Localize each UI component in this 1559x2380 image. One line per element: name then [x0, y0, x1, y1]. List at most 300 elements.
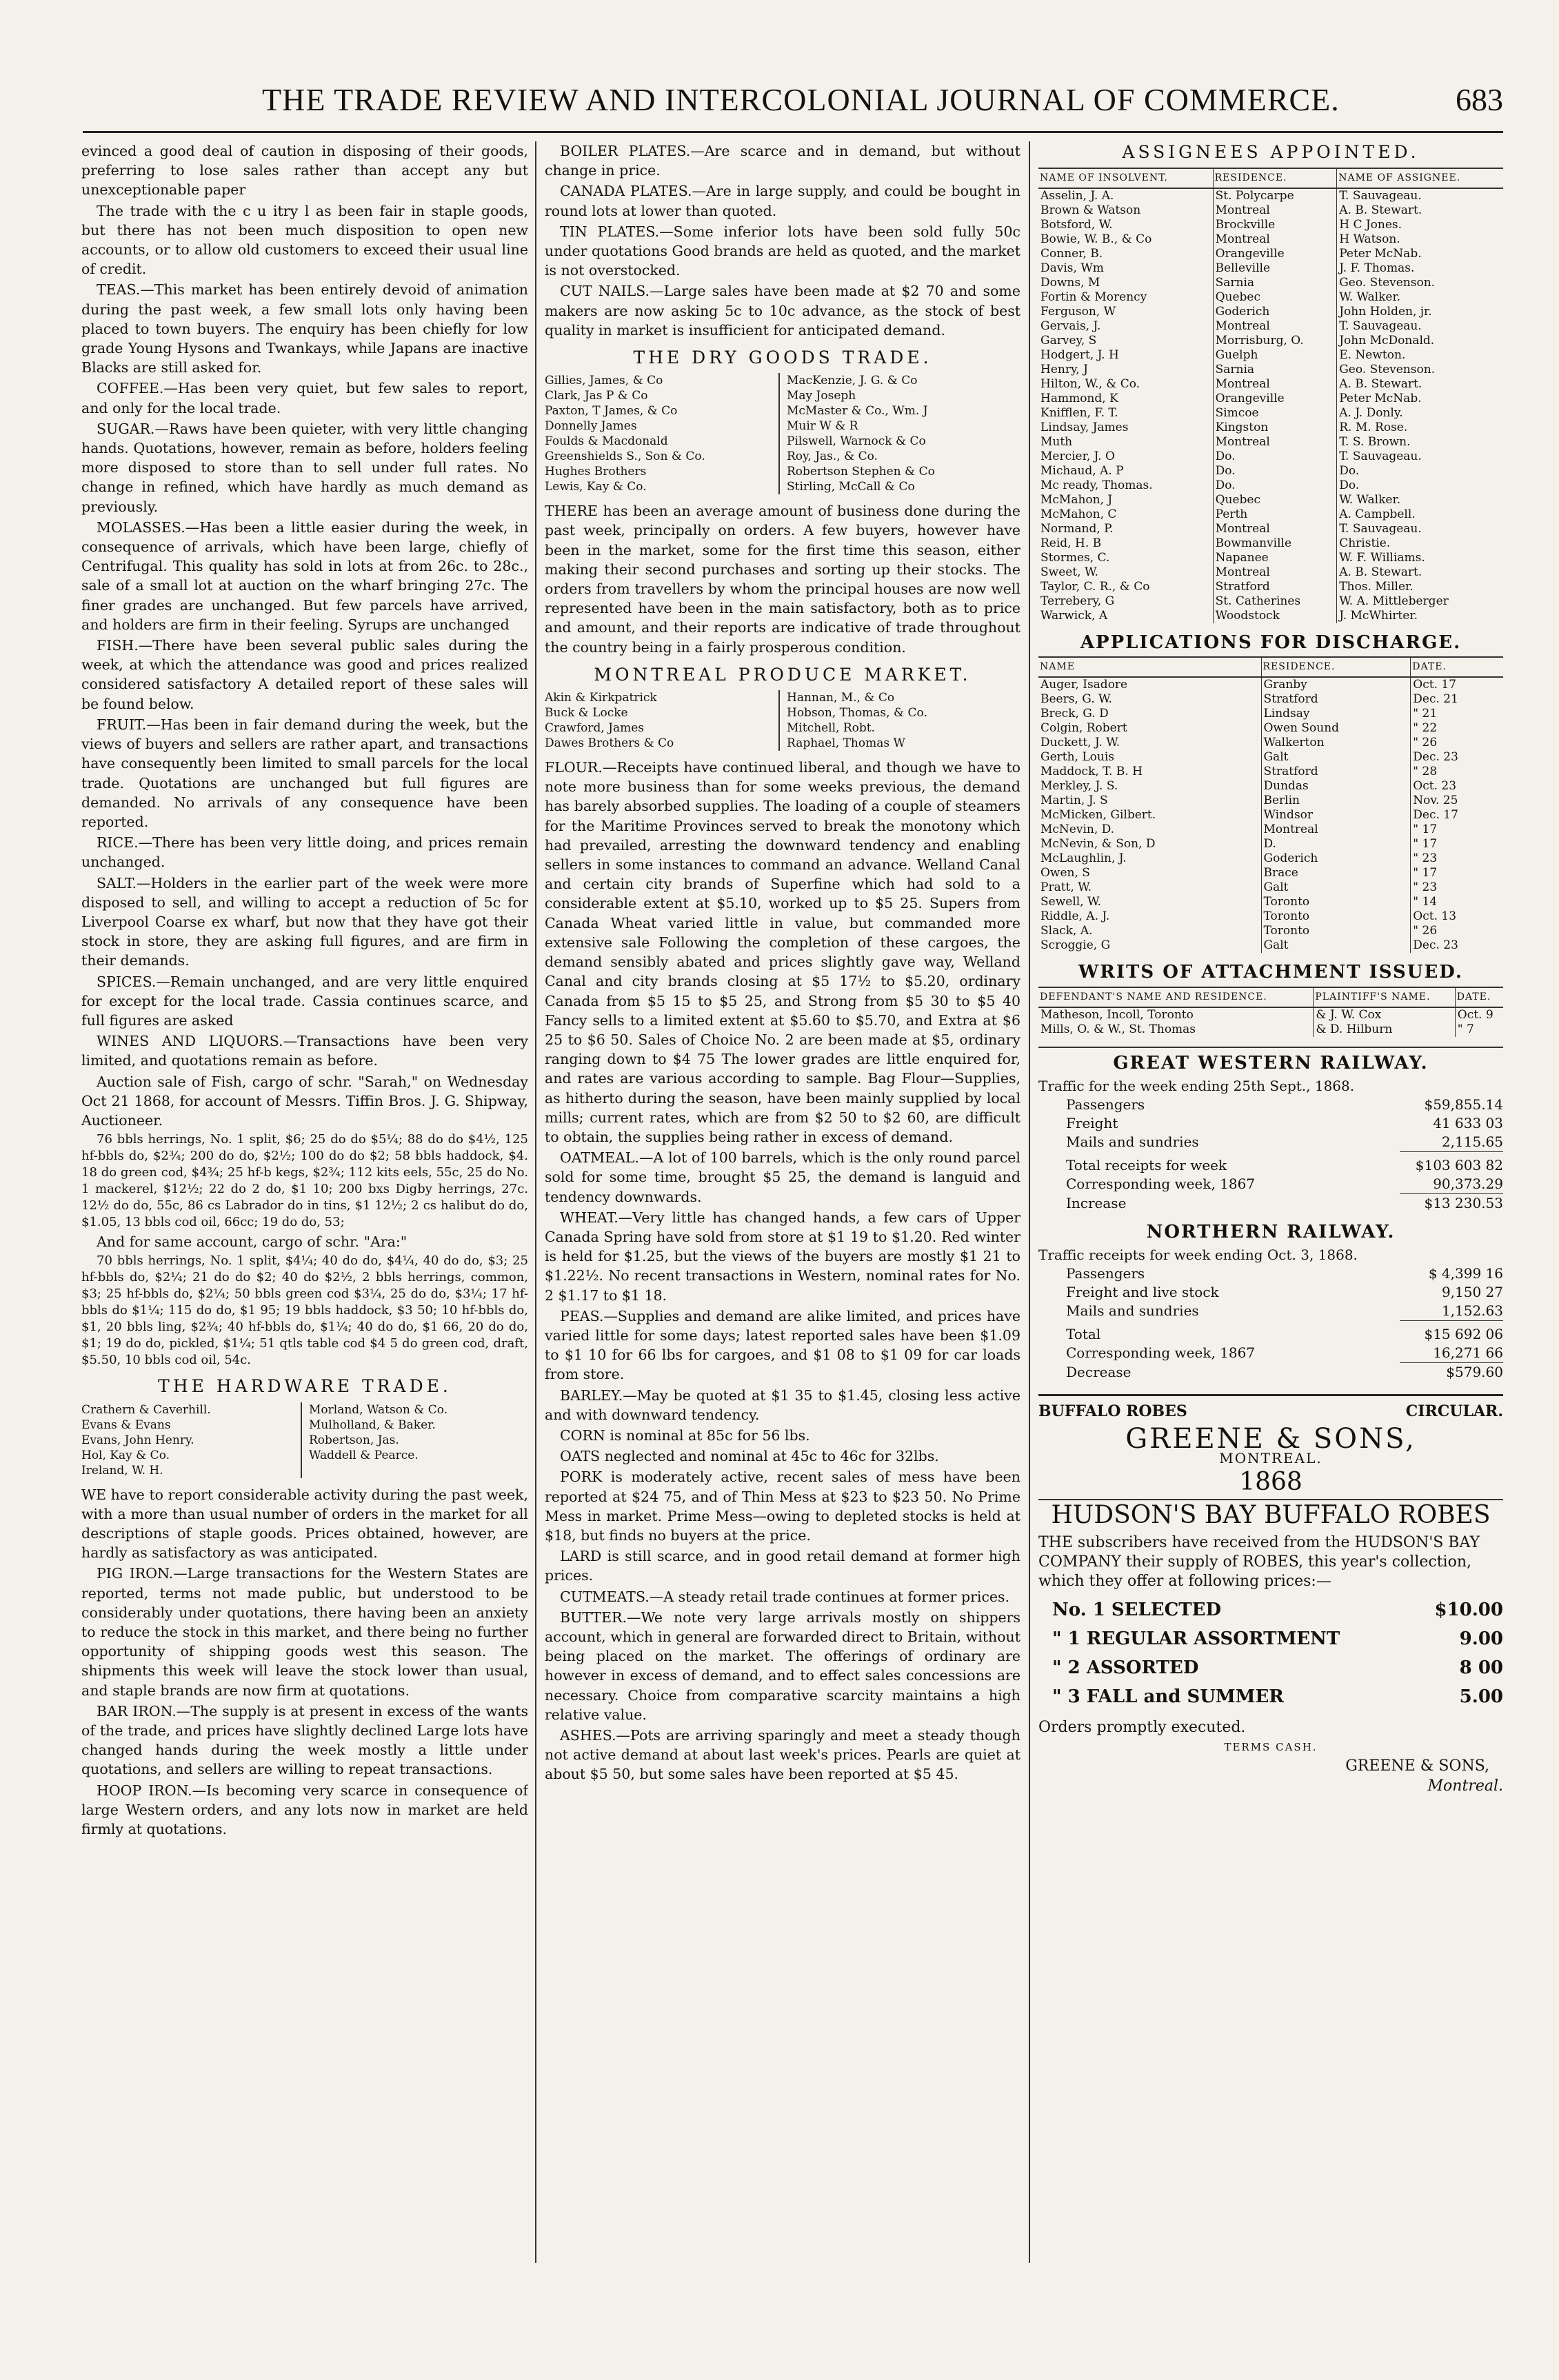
auction-1-detail: 76 bbls herrings, No. 1 split, $6; 25 do do $5¼; 88 do do $4½, 125 hf-bbls do, $2¾; 200 do do, $2½; 100 do do $2; 58 bbls haddock, $4. 18 do green cod, $4¾; 25 hf-b kegs, $2¾; 112 kits eels, 55c, 25 do No. 1 mackerel, $12½; 22 do 2 do, $1 10; 200 bxs Digby herrings, 27c. 12½ do do, 55c, 86 cs Labrador do in tins, $1 12½; 2 cs halibut do do, $1.05, 13 bbls cod oil, 66cc; 19 do do, 53; [81, 1132, 528, 1230]
northern-intro: Traffic receipts for week ending Oct. 3, 1868. [1038, 1247, 1358, 1264]
table-cell: Auger, Isadore [1040, 678, 1128, 692]
table-cell: Sewell, W. [1040, 895, 1101, 909]
traffic-value: $579.60 [1446, 1364, 1503, 1381]
table-cell: Henry, J [1040, 363, 1088, 377]
table-cell: Martin, J. S [1040, 794, 1108, 808]
table-cell: Dec. 23 [1411, 750, 1503, 765]
table-cell: Montreal [1213, 522, 1337, 536]
table-row [1038, 478, 1503, 493]
hardware-firms-left [81, 1402, 301, 1478]
firm: Raphael, Thomas W [787, 736, 905, 751]
table-row [1038, 421, 1503, 435]
traffic-value: $103 603 82 [1415, 1156, 1503, 1173]
table-row [1038, 823, 1503, 837]
table-cell: Toronto [1261, 909, 1411, 924]
table-row [1038, 707, 1503, 721]
table-cell: Montreal [1213, 565, 1337, 580]
advert-price-list [1038, 1595, 1503, 1711]
table-cell: Ferguson, W [1040, 305, 1116, 319]
firm: Ireland, W. H. [81, 1463, 163, 1478]
traffic-increase [1038, 1194, 1503, 1213]
traffic-label: Increase [1066, 1194, 1127, 1211]
table-cell: J. F. Thomas. [1337, 261, 1503, 276]
table-cell: Goderich [1213, 305, 1337, 319]
traffic-label: Corresponding week, 1867 [1066, 1344, 1256, 1362]
table-cell: " 22 [1411, 721, 1503, 736]
fruit-text: FRUIT.—Has been in fair demand during the week, but the views of buyers and sellers are rather apart, and transactions have consequently been limited to small parcels for the local trade. Quotations are unchanged but full figures are demanded. No arrivals of any consequence have been reported. [81, 716, 528, 830]
firm: Robertson, Jas. [309, 1433, 399, 1447]
firm: Evans & Evans [81, 1418, 171, 1432]
table-cell: Stratford [1261, 692, 1411, 707]
table-cell: T. Sauvageau. [1337, 319, 1503, 334]
advert-header [1038, 1394, 1503, 1421]
col-header: NAME OF ASSIGNEE. [1337, 168, 1503, 188]
advert-left-label: BUFFALO ROBES [1038, 1402, 1187, 1421]
traffic-label: Passengers [1066, 1265, 1145, 1282]
firm: Muir W & R [787, 419, 858, 434]
firm: Evans, John Henry. [81, 1433, 194, 1447]
table-cell: W. A. Mittleberger [1337, 594, 1503, 609]
table-cell: Scroggie, G [1040, 938, 1111, 953]
firm: Crathern & Caverhill. [81, 1402, 211, 1417]
table-cell: Downs, M [1040, 276, 1100, 290]
table-cell: Galt [1261, 880, 1411, 895]
table-cell: Guelph [1213, 348, 1337, 363]
discharge-table [1038, 656, 1503, 953]
table-cell: " 17 [1411, 837, 1503, 851]
table-row [1038, 261, 1503, 276]
table-row [1038, 522, 1503, 536]
table-cell: Mercier, J. O [1040, 450, 1115, 464]
assignees-table [1038, 168, 1503, 623]
table-row [1038, 924, 1503, 938]
table-cell: Sweet, W. [1040, 565, 1098, 580]
price-label: " 2 ASSORTED [1052, 1657, 1199, 1679]
sum-rule [1400, 1320, 1503, 1321]
firm: Morland, Watson & Co. [309, 1402, 448, 1417]
table-cell: Gervais, J. [1040, 319, 1101, 334]
col-header: NAME [1038, 657, 1261, 677]
table-cell: Woodstock [1213, 609, 1337, 623]
table-cell: Bowmanville [1213, 536, 1337, 551]
firm: Paxton, T James, & Co [545, 404, 678, 418]
table-cell: T. Sauvageau. [1337, 522, 1503, 536]
firm: Lewis, Kay & Co. [545, 480, 647, 494]
rice-text: RICE.—There has been very little doing, and prices remain unchanged. [81, 834, 528, 871]
firm: Mitchell, Robt. [787, 721, 876, 736]
spices-text: SPICES.—Remain unchanged, and are very little enquired for except for the local trade. Cassia continues scarce, and full figures are asked [81, 973, 528, 1029]
table-cell: Mills, O. & W., St. Thomas [1040, 1022, 1196, 1036]
table-cell: McNevin, & Son, D [1040, 837, 1156, 851]
bar-iron-text: BAR IRON.—The supply is at present in excess of the wants of the trade, and prices have slightly declined Large lots have changed hands during the week mostly a little under quotations, and sellers are willing to repeat transactions. [81, 1702, 528, 1778]
price-label: " 1 REGULAR ASSORTMENT [1052, 1628, 1340, 1650]
table-row [1038, 721, 1503, 736]
cutmeats-text: CUTMEATS.—A steady retail trade continues at former prices. [560, 1588, 1010, 1605]
table-row [1038, 276, 1503, 290]
table-cell: Stratford [1213, 580, 1337, 594]
auction-2-detail: 70 bbls herrings, No. 1 split, $4¼; 40 do do, $4¼, 40 do do, $3; 25 hf-bbls do, $2¼; 21 do do $2; 40 do $2½, 2 bbls herrings, common, $3; 25 hf-bbls do, $2¼; 50 bbls green cod $3¼, 25 do do, $3¼; 17 hf-bbls do $1¼; 115 do do, $1 95; 19 bbls haddock, $3 50; 10 hf-bbls do, $1, 20 bbls ling, $2¾; 40 hf-bbls do, $1¼; 40 do do, $1 66, 20 do do, $1; 19 do do, pickled, $1¼; 51 qtls table cod $4 5 do green cod, draft, $5.50, 10 bbls cod oil, 54c. [81, 1253, 528, 1368]
fish-text: FISH.—There have been several public sales during the week, at which the attendance was good and prices realized considered satisfactory A detailed report of these sales will be found below. [81, 637, 528, 712]
table-cell: A. Campbell. [1337, 507, 1503, 522]
price-value: 8 00 [1459, 1657, 1503, 1679]
barley-text: BARLEY.—May be quoted at $1 35 to $1.45, closing less active and with downward tendency. [545, 1386, 1020, 1423]
table-cell: Lindsay [1261, 707, 1411, 721]
ashes-text: ASHES.—Pots are arriving sparingly and meet a steady though not active demand at about last week's prices. Pearls are quiet at about $5 50, but some sales have been reported at $5 45. [545, 1727, 1020, 1783]
firm: Buck & Locke [545, 706, 628, 720]
table-cell: Quebec [1213, 290, 1337, 305]
advert-city: MONTREAL. [1219, 1450, 1322, 1467]
table-cell: Hammond, K [1040, 392, 1118, 406]
table-cell: McMahon, C [1040, 507, 1117, 522]
table-cell: H Watson. [1337, 232, 1503, 247]
table-cell: Christie. [1337, 536, 1503, 551]
table-cell: W. F. Williams. [1337, 551, 1503, 565]
table-row [1038, 1022, 1503, 1037]
page-number: 683 [1456, 82, 1503, 117]
table-cell: Thos. Miller. [1337, 580, 1503, 594]
table-row [1038, 305, 1503, 319]
table-cell: " 26 [1411, 736, 1503, 750]
molasses-text: MOLASSES.—Has been a little easier during the week, in consequence of arrivals, which have been large, chiefly of Centrifugal. This quality has sold in lots at from 26c. to 28c., sale of a small lot at auction on the wharf bringing 27c. The finer grades are unchanged. But few parcels have arrived, and holders are firm in their feeling. Syrups are unchanged [81, 518, 528, 633]
traffic-label: Freight and live stock [1066, 1284, 1219, 1301]
table-row [1038, 435, 1503, 450]
col-header: NAME OF INSOLVENT. [1038, 168, 1213, 188]
traffic-value: 1,152.63 [1441, 1302, 1503, 1320]
traffic-value: 41 633 03 [1433, 1114, 1503, 1131]
table-cell: Merkley, J. S. [1040, 779, 1118, 794]
gwr-intro: Traffic for the week ending 25th Sept., 1868. [1038, 1077, 1355, 1094]
pork-text: PORK is moderately active, recent sales of mess have been reported at $24 75, and of Thin Mess at $23 to $23 50. No Prime Mess in market. Prime Mess—owing to depleted stocks is held at $18, but finds no buyers at the price. [545, 1469, 1020, 1544]
price-value: $10.00 [1434, 1600, 1503, 1621]
advert-year: 1868 [1239, 1467, 1302, 1496]
table-cell: Pratt, W. [1040, 880, 1092, 895]
writs-table [1038, 987, 1503, 1037]
table-cell: Colgin, Robert [1040, 721, 1127, 736]
corn-text: CORN is nominal at 85c for 56 lbs. [560, 1426, 810, 1444]
table-cell: Do. [1213, 464, 1337, 478]
wines-text: WINES AND LIQUORS.—Transactions have been very limited, and quotations remain as before. [81, 1033, 528, 1069]
traffic-total [1038, 1325, 1503, 1344]
firm: Donnelly James [545, 419, 637, 434]
table-row [1038, 765, 1503, 779]
firm: MacKenzie, J. G. & Co [787, 374, 918, 388]
table-cell: Lindsay, James [1040, 421, 1129, 435]
traffic-value: 9,150 27 [1441, 1284, 1503, 1301]
table-row [1038, 909, 1503, 924]
table-row [1038, 203, 1503, 218]
firm: Mulholland, & Baker. [309, 1418, 436, 1432]
firm: Robertson Stephen & Co [787, 465, 935, 479]
table-cell: Belleville [1213, 261, 1337, 276]
firm: Hol, Kay & Co. [81, 1448, 170, 1462]
hardware-heading: THE HARDWARE TRADE. [158, 1376, 452, 1397]
table-cell: Oct. 13 [1411, 909, 1503, 924]
column-divider [1029, 141, 1030, 2263]
table-row [1038, 406, 1503, 421]
northern-heading: NORTHERN RAILWAY. [1146, 1221, 1396, 1242]
firm: Hannan, M., & Co [787, 691, 895, 705]
table-cell: McNevin, D. [1040, 823, 1115, 837]
col-header: DATE. [1411, 657, 1503, 677]
table-cell: St. Polycarpe [1213, 188, 1337, 203]
table-cell: Conner, B. [1040, 247, 1103, 261]
table-cell: Riddle, A. J. [1040, 909, 1110, 924]
header-rule [83, 131, 1503, 133]
price-label: " 3 FALL and SUMMER [1052, 1686, 1284, 1708]
table-cell: W. Walker. [1337, 493, 1503, 507]
firm: Akin & Kirkpatrick [545, 691, 657, 705]
table-cell: Montreal [1213, 319, 1337, 334]
price-row [1038, 1595, 1503, 1624]
table-cell: T. S. Brown. [1337, 435, 1503, 450]
table-cell: " 23 [1411, 851, 1503, 866]
table-cell: Normand, P. [1040, 522, 1114, 536]
firm: McMaster & Co., Wm. J [787, 404, 928, 418]
table-row [1038, 507, 1503, 522]
table-cell: Oct. 17 [1411, 677, 1503, 692]
table-cell: J. McWhirter. [1337, 609, 1503, 623]
advert-signature: GREENE & SONS, [1345, 1757, 1489, 1775]
dry-goods-firms-left [545, 373, 778, 494]
sum-rule [1400, 1151, 1503, 1152]
hoop-iron-text: HOOP IRON.—Is becoming very scarce in consequence of large Western orders, and any lots now in market are held firmly at quotations. [81, 1782, 528, 1838]
firm: Waddell & Pearce. [309, 1448, 419, 1462]
table-cell: Toronto [1261, 895, 1411, 909]
price-value: 9.00 [1459, 1628, 1503, 1650]
table-cell: Montreal [1213, 377, 1337, 392]
traffic-corresponding [1038, 1175, 1503, 1193]
table-row [1038, 750, 1503, 765]
table-cell: Hodgert, J. H [1040, 348, 1119, 363]
table-row [1038, 334, 1503, 348]
table-cell: Galt [1261, 938, 1411, 953]
table-cell: Orangeville [1213, 247, 1337, 261]
table-cell: Galt [1261, 750, 1411, 765]
traffic-label: Total receipts for week [1066, 1156, 1227, 1173]
firm: Stirling, McCall & Co [787, 480, 915, 494]
journal-title: THE TRADE REVIEW AND INTERCOLONIAL JOURNAL OF COMMERCE. [262, 82, 1340, 117]
table-cell: & D. Hilburn [1314, 1022, 1455, 1037]
traffic-label: Passengers [1066, 1096, 1145, 1113]
traffic-value: 16,271 66 [1433, 1344, 1503, 1362]
table-row [1038, 493, 1503, 507]
table-cell: Dec. 17 [1411, 808, 1503, 823]
table-cell: Maddock, T. B. H [1040, 765, 1143, 779]
firm: Pilswell, Warnock & Co [787, 434, 926, 449]
traffic-label: Total [1066, 1326, 1101, 1343]
table-cell: Simcoe [1213, 406, 1337, 421]
advert-signature-city: Montreal. [1427, 1777, 1503, 1795]
table-row [1038, 377, 1503, 392]
traffic-value: $15 692 06 [1424, 1326, 1503, 1343]
firm: Crawford, James [545, 721, 645, 736]
table-cell: A. B. Stewart. [1337, 203, 1503, 218]
intro-text: evinced a good deal of caution in disposing of their goods, preferring to lose sales rather than accept any but unexceptionable paper [81, 143, 528, 199]
dry-goods-text: THERE has been an average amount of business done during the past week, principally on orders. A few buyers, however have been in the market, some for the first time this season, either making their second purchases and sorting up their stocks. The orders from travellers by whom the principal houses are now well represented have been in the main satisfactory, both as to price and amount, and their reports are indicative of trade throughout the country being in a fairly prosperous condition. [545, 503, 1020, 656]
table-row [1038, 247, 1503, 261]
table-cell: Do. [1337, 478, 1503, 493]
traffic-label: Mails and sundries [1066, 1302, 1199, 1320]
sugar-text: SUGAR.—Raws have been quieter, with very little changing hands. Quotations, however, remain as before, holders feeling more disposed to store than to sell under full rates. No change in refined, which have hardly as much demand as previously. [81, 420, 528, 515]
produce-firms-right [778, 690, 1020, 751]
table-cell: Botsford, W. [1040, 218, 1113, 232]
table-row [1038, 880, 1503, 895]
firm: Roy, Jas., & Co. [787, 450, 878, 464]
table-cell: McMahon, J [1040, 493, 1113, 507]
oatmeal-text: OATMEAL.—A lot of 100 barrels, which is the only round parcel sold for some time, brought $5 25, the demand is languid and tendency downwards. [545, 1149, 1020, 1205]
table-cell: Napanee [1213, 551, 1337, 565]
table-row [1038, 1007, 1503, 1022]
traffic-row [1038, 1264, 1503, 1283]
table-row [1038, 736, 1503, 750]
traffic-total [1038, 1156, 1503, 1175]
table-cell: Berlin [1261, 794, 1411, 808]
auction-2-heading: And for same account, cargo of schr. "Ara:" [97, 1233, 408, 1251]
dry-goods-firms-right [778, 373, 1020, 494]
gwr-traffic [1038, 1077, 1503, 1213]
table-cell: Bowie, W. B., & Co [1040, 232, 1152, 247]
table-cell: " 28 [1411, 765, 1503, 779]
table-cell: Garvey, S [1040, 334, 1097, 348]
table-cell: Quebec [1213, 493, 1337, 507]
table-cell: " 17 [1411, 823, 1503, 837]
table-row [1038, 348, 1503, 363]
col-header: PLAINTIFF'S NAME. [1314, 987, 1455, 1007]
table-cell: " 26 [1411, 924, 1503, 938]
northern-traffic [1038, 1246, 1503, 1382]
table-cell: Brown & Watson [1040, 203, 1141, 218]
firm: Hobson, Thomas, & Co. [787, 706, 927, 720]
table-row [1038, 677, 1503, 692]
table-cell: Duckett, J. W. [1040, 736, 1120, 750]
table-cell: A. B. Stewart. [1337, 377, 1503, 392]
table-cell: Do. [1213, 450, 1337, 464]
col-header: DEFENDANT'S NAME AND RESIDENCE. [1038, 987, 1314, 1007]
table-row [1038, 232, 1503, 247]
table-cell: Do. [1337, 464, 1503, 478]
hardware-intro: WE have to report considerable activity during the past week, with a more than usual number of orders in the market for all descriptions of staple goods. Prices obtained, however, are hardly as satisfactory as was anticipated. [81, 1486, 528, 1562]
price-row [1038, 1624, 1503, 1653]
produce-firms [545, 690, 1020, 751]
table-cell: John Holden, jr. [1337, 305, 1503, 319]
table-cell: Geo. Stevenson. [1337, 276, 1503, 290]
table-cell: D. [1261, 837, 1411, 851]
table-cell: Walkerton [1261, 736, 1411, 750]
tin-plates-text: TIN PLATES.—Some inferior lots have been sold fully 50c under quotations Good brands are held as quoted, and the market is not overstocked. [545, 223, 1020, 279]
traffic-value: $ 4,399 16 [1428, 1265, 1503, 1282]
flour-text: FLOUR.—Receipts have continued liberal, and though we have to note more business than for some weeks previous, the demand has barely absorbed supplies. The loading of a couple of steamers for the Maritime Provinces served to break the monotony which had prevailed, arresting the downward tendency and enabling sellers in some instances to command an advance. Welland Canal and certain city brands of Superfine which had sold to a considerable extent at $5.10, worked up to $5 25. Supers from Canada Wheat varied little in value, but commanded more extensive sale Following the completion of these cargoes, the demand sensibly abated and prices slightly gave way, Welland Canal and city brands closing at $5 17½ to $5.20, ordinary Canada from $5 15 to $5 25, and Strong from $5 30 to $5 40 Fancy sells to a limited extent at $5.60 to $5.70, and Extra at $6 25 to $6 50. Sales of Choice No. 2 are been made at $5, ordinary ranging down to $4 75 The lower grades are little enquired for, and rates are various according to sample. Bag Flour—Supplies, as hitherto during the season, have been mainly supplied by local mills; current rates, which are from $2 50 to $2 60, are difficult to obtain, the supplies being rather in excess of demand. [545, 759, 1020, 1145]
cut-nails-text: CUT NAILS.—Large sales have been made at $2 70 and some makers are now asking 5c to 10c advance, as the stock of best quality in market is insufficient for anticipated demand. [545, 283, 1020, 339]
table-row [1038, 551, 1503, 565]
table-row [1038, 450, 1503, 464]
advert-orders: Orders promptly executed. [1038, 1719, 1246, 1737]
table-row [1038, 938, 1503, 953]
firm: Clark, Jas P & Co [545, 389, 648, 403]
table-cell: Fortin & Morency [1040, 290, 1147, 305]
table-row [1038, 188, 1503, 203]
col-header: DATE. [1455, 987, 1503, 1007]
table-cell: Oct. 9 [1455, 1007, 1503, 1022]
table-cell: R. M. Rose. [1337, 421, 1503, 435]
traffic-label: Mails and sundries [1066, 1133, 1199, 1150]
advert-right-label: CIRCULAR. [1405, 1402, 1503, 1421]
table-row [1038, 594, 1503, 609]
firm: Hughes Brothers [545, 465, 647, 479]
table-cell: Montreal [1213, 232, 1337, 247]
traffic-corresponding [1038, 1344, 1503, 1362]
table-cell: Do. [1213, 478, 1337, 493]
price-row [1038, 1653, 1503, 1682]
discharge-heading: APPLICATIONS FOR DISCHARGE. [1080, 632, 1462, 654]
traffic-row [1038, 1114, 1503, 1133]
table-cell: T. Sauvageau. [1337, 188, 1503, 203]
table-cell: E. Newton. [1337, 348, 1503, 363]
table-cell: Brace [1261, 866, 1411, 880]
table-cell: & J. W. Cox [1314, 1007, 1455, 1022]
table-cell: Taylor, C. R., & Co [1040, 580, 1150, 594]
auction-1-heading: Auction sale of Fish, cargo of schr. "Sarah," on Wednesday Oct 21 1868, for account of Messrs. Tiffin Bros. J. G. Shipway, Auctioneer. [81, 1073, 528, 1129]
traffic-row [1038, 1302, 1503, 1320]
traffic-decrease [1038, 1363, 1503, 1382]
table-cell: " 7 [1455, 1022, 1503, 1037]
produce-heading: MONTREAL PRODUCE MARKET. [594, 664, 972, 685]
table-row [1038, 565, 1503, 580]
table-cell: Asselin, J. A. [1040, 189, 1114, 203]
peas-text: PEAS.—Supplies and demand are alike limited, and prices have varied little for some days; latest reported sales have been $1.09 to $1 10 for 66 lbs for cargoes, and $1 08 to $1 09 for car loads from store. [545, 1307, 1020, 1383]
produce-firms-left [545, 690, 778, 751]
teas-text: TEAS.—This market has been entirely devoid of animation during the past week, a few small lots only having been placed to town buyers. The enquiry has been chiefly for low grade Young Hysons and Twankays, while Japans are inactive Blacks are still asked for. [81, 281, 528, 376]
hardware-firms-right [301, 1402, 528, 1478]
canada-plates-text: CANADA PLATES.—Are in large supply, and could be bought in round lots at lower than quoted. [545, 183, 1020, 219]
column-2 [545, 141, 1020, 2270]
firm: Foulds & Macdonald [545, 434, 668, 449]
firm: Greenshields S., Son & Co. [545, 450, 705, 464]
table-cell: Knifflen, F. T. [1040, 406, 1118, 421]
table-cell: Montreal [1213, 435, 1337, 450]
advert-firm: GREENE & SONS, [1125, 1423, 1416, 1455]
table-cell: " 23 [1411, 880, 1503, 895]
table-cell: John McDonald. [1337, 334, 1503, 348]
table-cell: Michaud, A. P [1040, 464, 1124, 478]
oats-text: OATS neglected and nominal at 45c to 46c for 32lbs. [560, 1448, 939, 1465]
table-cell: W. Walker. [1337, 290, 1503, 305]
table-cell: " 21 [1411, 707, 1503, 721]
salt-text: SALT.—Holders in the earlier part of the week were more disposed to sell, and willing to accept a reduction of 5c for Liverpool Coarse ex wharf, but now that they have got their stock in store, they are asking full figures, and are firm in their demands. [81, 874, 528, 969]
table-cell: Sarnia [1213, 276, 1337, 290]
coffee-text: COFFEE.—Has been very quiet, but few sales to report, and only for the local trade. [81, 380, 528, 416]
table-row [1038, 363, 1503, 377]
table-cell: Breck, G. D [1040, 707, 1109, 721]
table-row [1038, 866, 1503, 880]
table-cell: Terrebery, G [1040, 594, 1115, 609]
pig-iron-text: PIG IRON.—Large transactions for the Western States are reported, terms not made public, but understood to be considerably under quotations, there having been an anxiety to reduce the stock in this market, and there being no further opportunity of shipping goods west this season. The shipments this week will leave the stock lower than usual, and staple brands are now firm at quotations. [81, 1565, 528, 1699]
column-1 [81, 141, 528, 2270]
table-cell: Peter McNab. [1337, 392, 1503, 406]
price-value: 5.00 [1459, 1686, 1503, 1708]
table-cell: Peter McNab. [1337, 247, 1503, 261]
table-cell: Stormes, C. [1040, 551, 1110, 565]
traffic-value: 2,115.65 [1441, 1133, 1503, 1150]
traffic-label: Freight [1066, 1114, 1118, 1131]
table-cell: Perth [1213, 507, 1337, 522]
masthead [83, 81, 1503, 124]
table-cell: Owen, S [1040, 866, 1090, 880]
table-cell: Oct. 23 [1411, 779, 1503, 794]
hardware-firms [81, 1402, 528, 1478]
table-row [1038, 895, 1503, 909]
price-row [1038, 1682, 1503, 1711]
table-cell: Slack, A. [1040, 924, 1093, 938]
